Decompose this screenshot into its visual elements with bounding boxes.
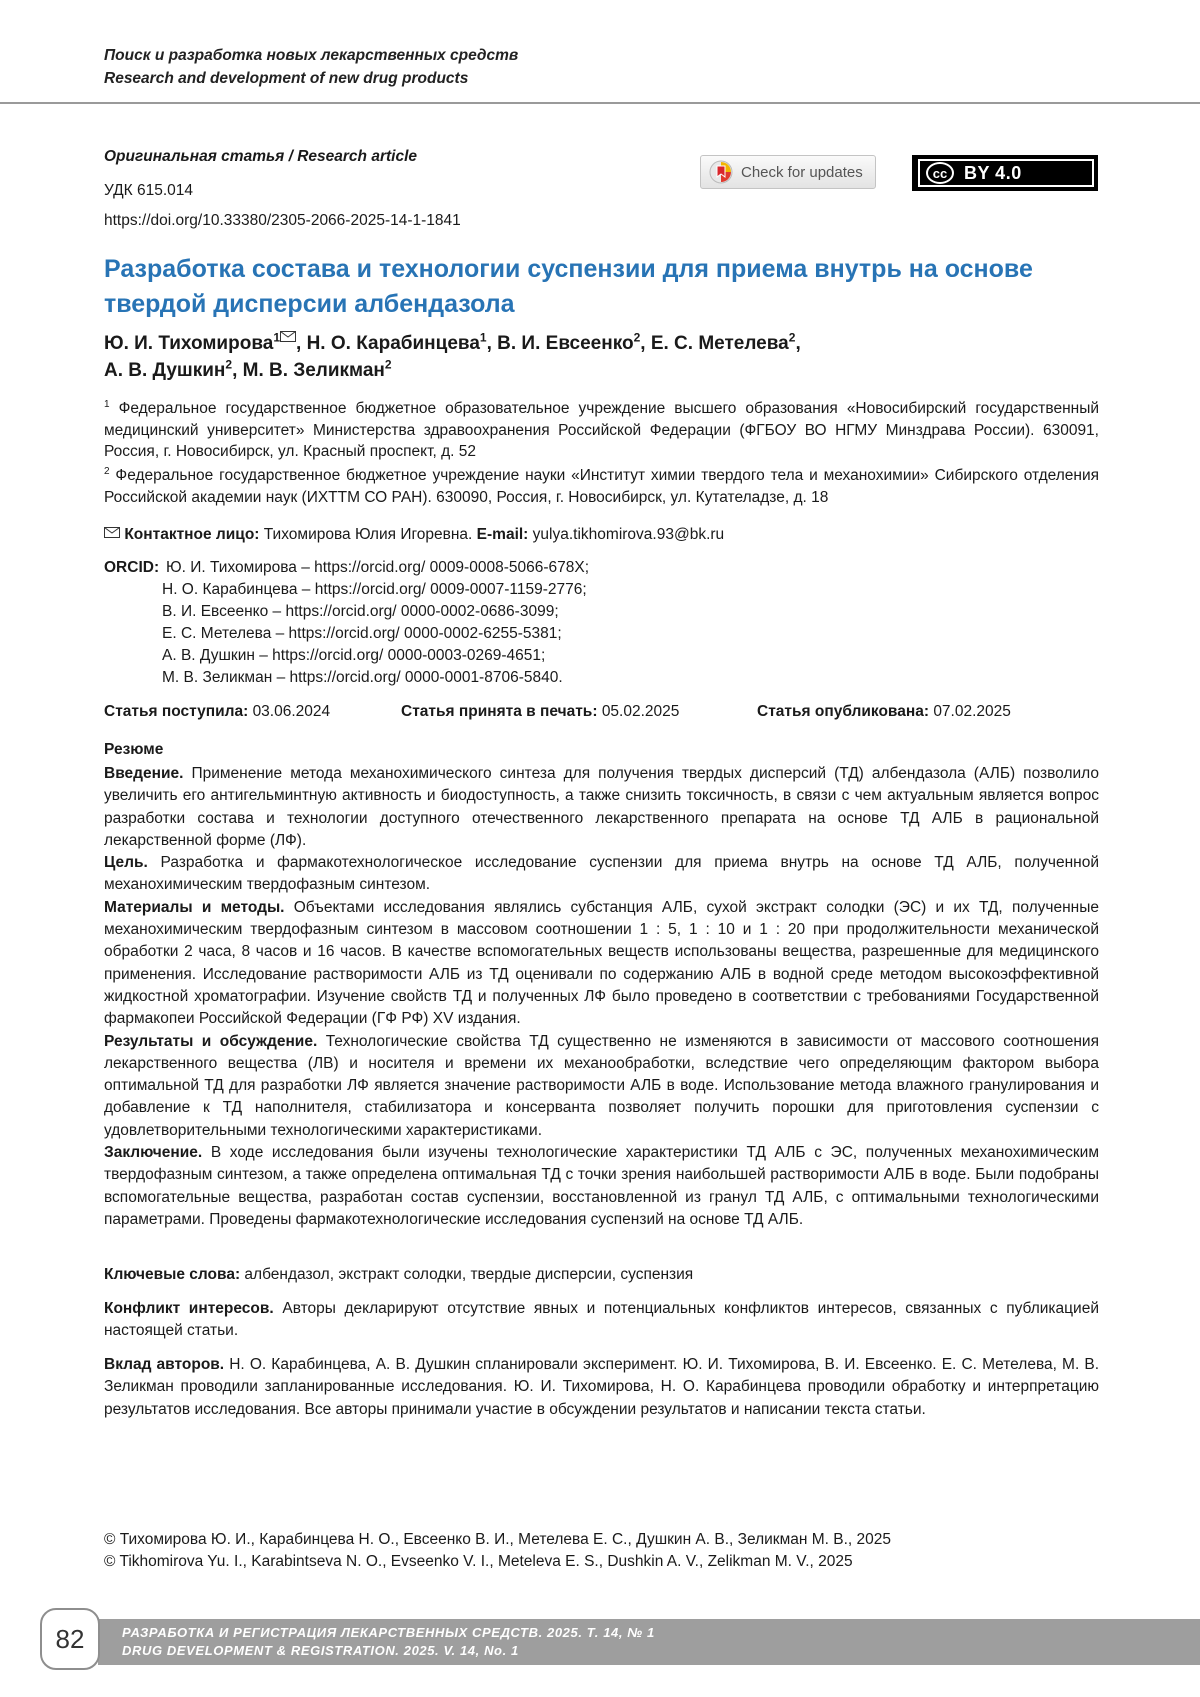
journal-footer (122, 1624, 655, 1660)
contact-email[interactable]: yulya.tikhomirova.93@bk.ru (533, 526, 724, 543)
running-header (104, 44, 518, 90)
keywords (104, 1264, 1099, 1286)
copyright-ru: © Тихомирова Ю. И., Карабинцева Н. О., Евсеенко В. И., Метелева Е. С., Душкин А. В., Зеликман М. В., 2025 (104, 1529, 891, 1551)
abstract-section-results (104, 1031, 1099, 1142)
envelope-icon (280, 331, 296, 342)
article-type: Оригинальная статья / Research article (104, 146, 417, 168)
page-number: 82 (40, 1608, 100, 1670)
abstract-section-introduction (104, 763, 1099, 852)
author-name: М. В. Зеликман (243, 360, 385, 381)
author-name: А. В. Душкин (104, 360, 225, 381)
date-received (104, 701, 330, 723)
contact-name: Тихомирова Юлия Игоревна. (264, 526, 473, 543)
creative-commons-icon: cc (926, 162, 954, 184)
affiliation-number: 1 (104, 399, 110, 410)
running-header-en: Research and development of new drug products (104, 67, 518, 90)
keywords-label: Ключевые слова: (104, 1266, 240, 1283)
abstract-section-aim (104, 852, 1099, 897)
section-text: В ходе исследования были изучены технологические характеристики ТД АЛБ с ЭС, полученных механохимическим твердофазным синтезом, а также определена оптимальная ТД с точки зрения наибольшей растворимости АЛБ в воде. Были подобраны вспомогательные вещества, разработан состав суспензии, восстановленной из гранул ТД АЛБ, с оптимальными технологическими параметрами. Проведены фармакотехнологические исследования суспензий на основе ТД АЛБ. (104, 1144, 1099, 1228)
orcid-block (104, 557, 159, 579)
running-header-ru: Поиск и разработка новых лекарственных средств (104, 44, 518, 67)
author-name: Е. С. Метелева (651, 333, 789, 354)
author-affiliation-index: 2 (789, 331, 796, 345)
copyright-block (104, 1529, 891, 1573)
section-text: Объектами исследования являлись субстанция АЛБ, сухой экстракт солодки (ЭС) и их ТД, полученные механохимическим твердофазным синтезом в массовом соотношении 1 : 5, 1 : 10 и 1 : 20 при продолжительности механической обработки 2 часа, 8 часов и 16 часов. В качестве вспомогательных веществ использованы вещества, разрешенные для медицинского применения. Исследование растворимости АЛБ из ТД оценивали по содержанию АЛБ в водной среде методом высокоэффективной жидкостной хроматографии. Изучение свойств ТД и полученных ЛФ было проведено в соответствии с требованиями Государственной фармакопеи Российской Федерации (ГФ РФ) XV издания. (104, 899, 1099, 1027)
abstract-section-conclusion (104, 1142, 1099, 1231)
conflict-text: Авторы декларируют отсутствие явных и потенциальных конфликтов интересов, связанных с публикацией настоящей статьи. (104, 1300, 1099, 1339)
affiliation-number: 2 (104, 466, 110, 477)
orcid-entry[interactable]: А. В. Душкин – https://orcid.org/ 0000-0003-0269-4651; (162, 645, 587, 667)
header-divider (0, 102, 1200, 104)
date-accepted-value: 05.02.2025 (602, 703, 680, 720)
date-published (757, 701, 1011, 723)
author-contribution (104, 1354, 1099, 1421)
check-for-updates-button[interactable] (700, 155, 876, 189)
section-label: Материалы и методы. (104, 899, 285, 916)
doi-link[interactable]: https://doi.org/10.33380/2305-2066-2025-14-1-1841 (104, 210, 461, 232)
cc-by-license-badge[interactable] (912, 155, 1098, 191)
affiliation-1 (104, 398, 1099, 463)
abstract-heading: Резюме (104, 741, 163, 759)
udk-code: УДК 615.014 (104, 180, 193, 202)
keywords-text: албендазол, экстракт солодки, твердые дисперсии, суспензия (244, 1266, 693, 1283)
license-label: BY 4.0 (964, 163, 1022, 184)
date-published-label: Статья опубликована: (757, 703, 929, 720)
check-updates-label: Check for updates (741, 164, 863, 181)
author-name: В. И. Евсеенко (497, 333, 633, 354)
journal-name-en: DRUG DEVELOPMENT & REGISTRATION. 2025. V. 14, No. 1 (122, 1642, 655, 1660)
section-label: Введение. (104, 765, 183, 782)
date-accepted (401, 701, 679, 723)
date-published-value: 07.02.2025 (933, 703, 1011, 720)
section-label: Заключение. (104, 1144, 202, 1161)
contact-label: Контактное лицо: (124, 526, 259, 543)
orcid-entry[interactable]: Н. О. Карабинцева – https://orcid.org/ 0009-0007-1159-2776; (162, 579, 587, 601)
abstract-section-methods (104, 897, 1099, 1031)
orcid-entry[interactable]: В. И. Евсеенко – https://orcid.org/ 0000-0002-0686-3099; (162, 601, 587, 623)
envelope-icon (104, 527, 120, 538)
date-received-label: Статья поступила: (104, 703, 248, 720)
author-affiliation-index: 2 (225, 358, 232, 372)
author-list: Ю. И. Тихомирова1 , Н. О. Карабинцева1, В. И. Евсеенко2, Е. С. Метелева2, А. В. Душкин2, М. В. Зеликман2 (104, 330, 1104, 384)
copyright-en: © Tikhomirova Yu. I., Karabintseva N. O., Evseenko V. I., Meteleva E. S., Dushkin A. V., Zelikman M. V., 2025 (104, 1551, 891, 1573)
author-affiliation-index: 2 (634, 331, 641, 345)
article-title: Разработка состава и технологии суспензии для приема внутрь на основе твердой дисперсии албендазола (104, 252, 1104, 322)
check-updates-icon (709, 160, 733, 184)
affiliation-text: Федеральное государственное бюджетное образовательное учреждение высшего образования «Новосибирский государственный медицинский университет» Министерства здравоохранения Российской Федерации (ФГБОУ ВО НГМУ Минздрава России). 630091, Россия, г. Новосибирск, ул. Красный проспект, д. 52 (104, 400, 1099, 460)
conflict-of-interest (104, 1298, 1099, 1343)
author-name: Ю. И. Тихомирова (104, 333, 273, 354)
date-accepted-label: Статья принята в печать: (401, 703, 598, 720)
orcid-entry[interactable]: Ю. И. Тихомирова – https://orcid.org/ 0009-0008-5066-678X; (166, 557, 589, 579)
orcid-entry[interactable]: Е. С. Метелева – https://orcid.org/ 0000-0002-6255-5381; (162, 623, 587, 645)
author-affiliation-index: 1 (273, 331, 280, 345)
contact-person (104, 524, 724, 546)
section-label: Цель. (104, 854, 148, 871)
affiliation-2 (104, 465, 1099, 508)
author-name: Н. О. Карабинцева (307, 333, 480, 354)
date-received-value: 03.06.2024 (253, 703, 331, 720)
contribution-text: Н. О. Карабинцева, А. В. Душкин спланировали эксперимент. Ю. И. Тихомирова, В. И. Евсеенко. Е. С. Метелева, М. В. Зеликман проводили запланированные исследования. Ю. И. Тихомирова, Н. О. Карабинцева проводили обработку и интерпретацию результатов исследования. Все авторы принимали участие в обсуждении результатов и написании текста статьи. (104, 1356, 1099, 1418)
author-affiliation-index: 2 (385, 358, 392, 372)
contribution-label: Вклад авторов. (104, 1356, 224, 1373)
section-label: Результаты и обсуждение. (104, 1033, 317, 1050)
orcid-label: ORCID: (104, 559, 159, 576)
affiliation-text: Федеральное государственное бюджетное учреждение науки «Институт химии твердого тела и механохимии» Сибирского отделения Российской академии наук (ИХТТМ СО РАН). 630090, Россия, г. Новосибирск, ул. Кутателадзе, д. 18 (104, 467, 1099, 506)
section-text: Разработка и фармакотехнологическое исследование суспензии для приема внутрь на основе ТД АЛБ, полученной механохимическим твердофазным синтезом. (104, 854, 1099, 893)
email-label: E-mail: (477, 526, 529, 543)
abstract-body (104, 763, 1099, 1231)
conflict-label: Конфликт интересов. (104, 1300, 274, 1317)
section-text: Технологические свойства ТД существенно не изменяются в зависимости от массового соотношения лекарственного вещества (ЛВ) и носителя и времени их механообработки, вследствие чего определяющим фактором выбора оптимальной ТД для разработки ЛФ является значение растворимости АЛБ в воде. Использование метода влажного гранулирования и добавление к ТД наполнителя, стабилизатора и консерванта позволяет получить порошки для приготовления суспензии с удовлетворительными технологическими характеристиками. (104, 1033, 1099, 1139)
section-text: Применение метода механохимического синтеза для получения твердых дисперсий (ТД) албендазола (АЛБ) позволило увеличить его антигельминтную активность и биодоступность, а также снизить токсичность, в связи с чем актуальным является вопрос разработки состава и технологии доступного отечественного лекарственного препарата на основе ТД АЛБ в рациональной лекарственной форме (ЛФ). (104, 765, 1099, 849)
orcid-entry[interactable]: М. В. Зеликман – https://orcid.org/ 0000-0001-8706-5840. (162, 667, 587, 689)
author-affiliation-index: 1 (480, 331, 487, 345)
journal-name-ru: РАЗРАБОТКА И РЕГИСТРАЦИЯ ЛЕКАРСТВЕННЫХ СРЕДСТВ. 2025. Т. 14, № 1 (122, 1624, 655, 1642)
